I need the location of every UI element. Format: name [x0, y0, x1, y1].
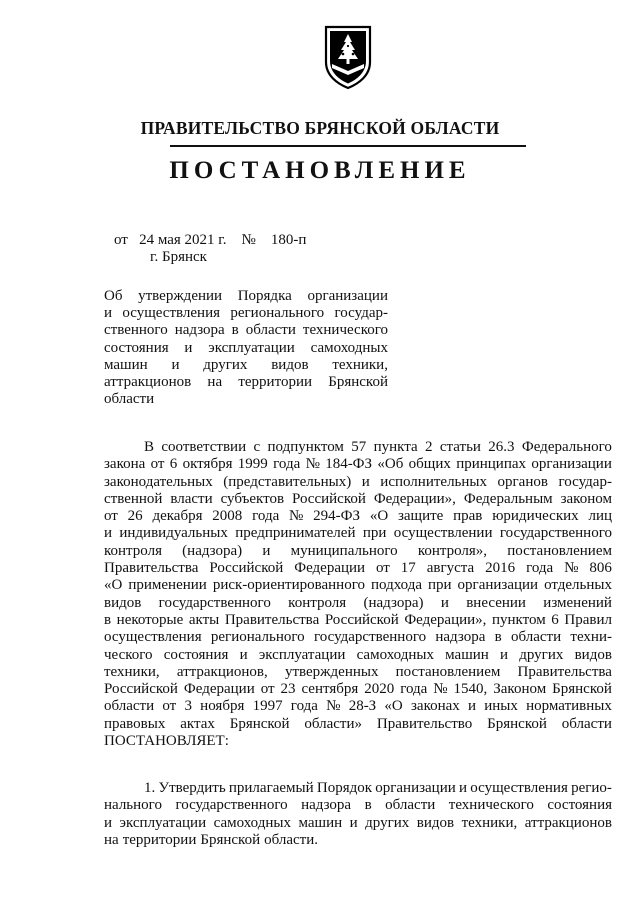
body-line: правовых актах Брянской области» Правительство Брянской области — [104, 715, 612, 732]
body-line: и индивидуальных предпринимателей при осуществлении государственного — [104, 525, 612, 542]
body-line: видов государственного контроля (надзора) и внесении изменений — [104, 594, 612, 611]
subject-line: области — [104, 391, 155, 408]
coat-of-arms-icon — [322, 24, 374, 90]
body-line: в некоторые акты Правительства Российской Федерации», пунктом 6 Правил — [104, 611, 612, 628]
body-line: ческого состояния и эксплуатации самоходных машин и других видов — [104, 646, 612, 663]
subject-line: и осуществления регионального государ- — [104, 305, 388, 322]
clause1-line: и эксплуатации самоходных машин и других видов техники, аттракционов — [104, 814, 612, 831]
body-line: ПОСТАНОВЛЯЕТ: — [104, 733, 229, 750]
body-line: техники, аттракционов, утвержденных постановлением Правительства — [104, 663, 612, 680]
document-city: г. Брянск — [150, 249, 207, 265]
body-line: осуществления регионального государственного надзора в области техни- — [104, 629, 612, 646]
clause1-line: на территории Брянской области. — [104, 831, 319, 848]
body-line: закона от 6 октября 1999 года № 184-ФЗ «Об общих принципах организации — [104, 456, 612, 473]
subject-line: Об утверждении Порядка организации — [104, 288, 388, 304]
document-subject — [104, 288, 388, 408]
date-prefix: от — [114, 232, 128, 248]
document-type: ПОСТАНОВЛЕНИЕ — [169, 157, 471, 184]
document-number: 180-п — [270, 232, 307, 248]
clause-1-paragraph — [104, 780, 612, 849]
document-date-line — [114, 232, 306, 249]
header-divider — [170, 145, 526, 147]
body-line: от 26 декабря 2008 года № 294-ФЗ «О защите прав юридических лиц — [104, 508, 612, 525]
preamble-paragraph — [104, 439, 612, 750]
body-line: «О применении риск-ориентированного подхода при организации отдельных — [104, 577, 612, 594]
subject-line: аттракционов на территории Брянской — [104, 374, 388, 391]
subject-line: машин и других видов техники, — [104, 356, 388, 373]
subject-line: ственного надзора в области технического — [104, 322, 388, 339]
body-line: В соответствии с подпунктом 57 пункта 2 статьи 26.3 Федерального — [144, 439, 612, 455]
body-line: контроля (надзора) и муниципального контроля», постановлением — [104, 542, 612, 559]
clause1-line: нального государственного надзора в области технического состояния — [104, 797, 612, 814]
body-line: ственной власти субъектов Российской Федерации», Федеральным законом — [104, 490, 612, 507]
subject-line: состояния и эксплуатации самоходных — [104, 339, 388, 356]
number-sign: № — [241, 232, 256, 248]
organization-title: ПРАВИТЕЛЬСТВО БРЯНСКОЙ ОБЛАСТИ — [140, 118, 500, 138]
body-line: области от 3 ноября 1997 года № 28-З «О законах и иных нормативных — [104, 698, 612, 715]
body-line: законодательных (представительных) и исполнительных органов государ- — [104, 473, 612, 490]
body-line: Правительства Российской Федерации от 17 августа 2016 года № 806 — [104, 560, 612, 577]
body-line: Российской Федерации от 23 сентября 2020 года № 1540, Законом Брянской — [104, 681, 612, 698]
clause1-line: 1. Утвердить прилагаемый Порядок организации и осуществления регио- — [144, 780, 612, 796]
document-date: 24 мая 2021 г. — [139, 232, 227, 248]
